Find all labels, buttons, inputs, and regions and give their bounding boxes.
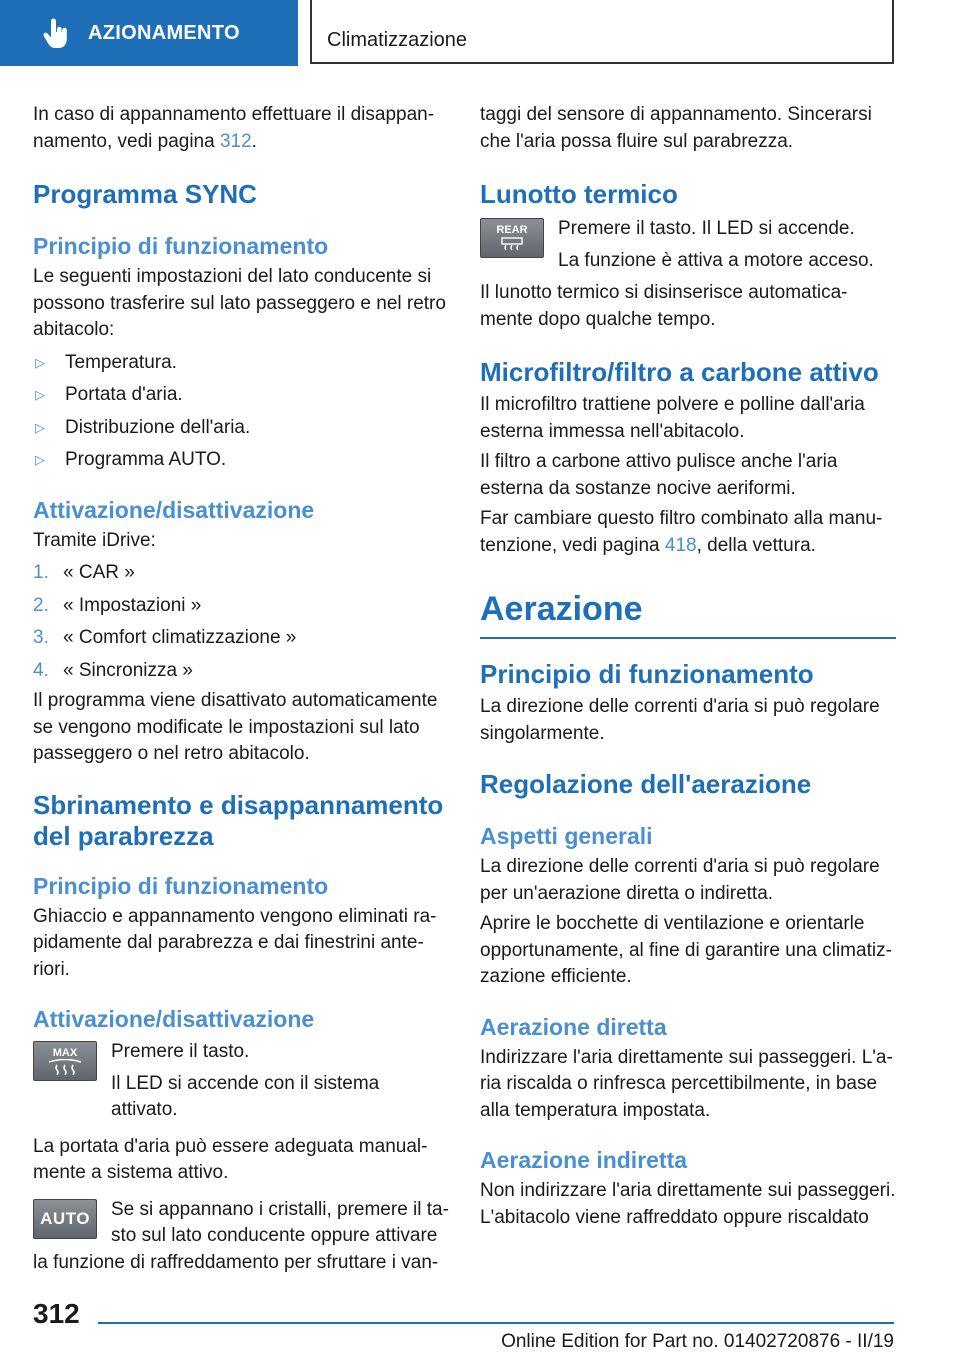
heading-general: Aspetti generali: [480, 823, 653, 849]
defrost-paragraph: Ghiaccio e appannamento vengono eliminati ra‐pidamente dal parabrezza e dai finestrini ante‐riori.: [33, 905, 437, 980]
filter-paragraph-2: Il filtro a carbone attivo pulisce anche l'aria esterna da sostanze nocive aeriformi.: [480, 451, 838, 499]
rear-defrost-button-icon: REAR: [480, 218, 544, 258]
heading-vent-principle: Principio di funzionamento: [480, 659, 814, 689]
indirect-paragraph: Non indirizzare l'aria direttamente sui passeggeri. L'abitacolo viene raffreddato oppure riscaldato: [480, 1180, 896, 1228]
heading-defrost: Sbrinamento e disappannamento del parabrezza: [33, 789, 444, 851]
page-number: 312: [33, 1298, 80, 1329]
press-button-text: Premere il tasto.: [111, 1041, 250, 1062]
heading-ventilation: Aerazione: [480, 590, 643, 628]
filter-paragraph-3: Far cambiare questo filtro combinato alla manu‐tenzione, vedi pagina 418, della vettura.: [480, 508, 883, 556]
max-defrost-button-icon: MAX: [33, 1041, 97, 1081]
steps-list: [33, 560, 449, 684]
list-item: ▷ Portata d'aria.: [33, 382, 449, 409]
triangle-bullet-icon: ▷: [35, 387, 45, 402]
heading-filter: Microfiltro/filtro a carbone attivo: [480, 357, 879, 387]
auto-button-icon: AUTO: [33, 1199, 97, 1239]
continued-paragraph: taggi del sensore di appannamento. Sincerarsi che l'aria possa fluire sul parabrezza.: [480, 104, 872, 152]
flow-paragraph: La portata d'aria può essere adeguata manual‐mente a sistema attivo.: [33, 1135, 428, 1183]
heading-principle-2: Principio di funzionamento: [33, 872, 329, 899]
section-title: Climatizzazione: [327, 29, 468, 51]
intro-text-c: .: [251, 130, 257, 152]
auto-off-paragraph: Il programma viene disattivato automaticamente se vengono modificate le impostazioni sul lato passeggero o nel retro abitacolo.: [33, 690, 438, 764]
heading-direct: Aerazione diretta: [480, 1013, 667, 1040]
section-divider: [480, 637, 896, 639]
page-link-312[interactable]: 312: [219, 130, 252, 152]
rear-button-row: [480, 216, 896, 274]
general-paragraph-2: Aprire le bocchette di ventilazione e orientarle opportunamente, al fine di garantire una climatiz‐zazione efficiente.: [480, 913, 892, 987]
heading-onoff-2: Attivazione/disattivazione: [33, 1006, 315, 1032]
intro-paragraph: [33, 102, 449, 155]
heading-rear-window: Lunotto termico: [480, 179, 678, 209]
triangle-bullet-icon: ▷: [35, 452, 45, 467]
list-item: ▷ Distribuzione dell'aria.: [33, 415, 449, 442]
footer-divider: [98, 1322, 894, 1324]
edition-text: Online Edition for Part no. 01402720876 - II/19: [501, 1331, 894, 1352]
triangle-bullet-icon: ▷: [35, 354, 45, 370]
heading-principle: Principio di funzionamento: [33, 233, 329, 259]
direct-paragraph: Indirizzare l'aria direttamente sui passeggeri. L'a‐ria riscalda o rinfresca percettibilmente, in base alla temperatura impostata.: [480, 1046, 893, 1121]
tab-label: AZIONAMENTO: [88, 21, 240, 44]
list-item: 4. « Sincronizza »: [33, 659, 193, 681]
hand-pointer-icon: [36, 13, 76, 53]
led-text: Il LED si accende con il sistema attivato.: [111, 1072, 380, 1120]
filter-paragraph-1: Il microfiltro trattiene polvere e polline dall'aria esterna immessa nell'abitacolo.: [480, 394, 865, 442]
rear-auto-off-text: Il lunotto termico si disinserisce automatica‐mente dopo qualche tempo.: [480, 282, 848, 330]
vent-principle-paragraph: La direzione delle correnti d'aria si può regolare singolarmente.: [480, 696, 880, 744]
principle-paragraph: Le seguenti impostazioni del lato conducente si possono trasferire sul lato passeggero e nel retro abitacolo:: [33, 266, 446, 340]
page-link-418[interactable]: 418: [664, 534, 697, 556]
general-paragraph-1: La direzione delle correnti d'aria si può regolare per un'aerazione diretta o indiretta.: [480, 856, 880, 904]
idrive-paragraph: Tramite iDrive:: [33, 529, 156, 551]
list-item: 1. « CAR »: [33, 562, 135, 583]
left-column: [33, 100, 449, 1276]
right-column: [480, 100, 896, 1231]
heading-adjust: Regolazione dell'aerazione: [480, 769, 812, 799]
list-item: 2. « Impostazioni »: [33, 594, 202, 616]
list-item: 3. « Comfort climatizzazione »: [33, 627, 297, 648]
fog-text-continued: la funzione di raffreddamento per sfruttare i van‐: [33, 1251, 439, 1273]
heading-onoff: Attivazione/disattivazione: [33, 496, 315, 523]
rear-active-text: La funzione è attiva a motore acceso.: [558, 249, 874, 271]
rear-press-text: Premere il tasto. Il LED si accende.: [558, 218, 855, 239]
intro-text-a: In caso di appannamento effettuare il disappan‐: [33, 104, 435, 125]
list-item: ▷ Temperatura.: [33, 350, 449, 377]
max-button-row: [33, 1039, 449, 1124]
settings-list: [33, 350, 449, 474]
intro-text-b: namento, vedi pagina: [33, 130, 220, 152]
auto-button-row: [33, 1197, 449, 1250]
triangle-bullet-icon: ▷: [35, 419, 45, 435]
heading-sync: Programma SYNC: [33, 179, 257, 209]
heading-indirect: Aerazione indiretta: [480, 1147, 688, 1173]
fog-text: Se si appannano i cristalli, premere il ta‐sto sul lato conducente oppure attivare: [111, 1198, 449, 1246]
list-item: ▷ Programma AUTO.: [33, 447, 449, 474]
section-title-tab: [310, 0, 894, 64]
tab-azionamento[interactable]: [0, 0, 298, 66]
